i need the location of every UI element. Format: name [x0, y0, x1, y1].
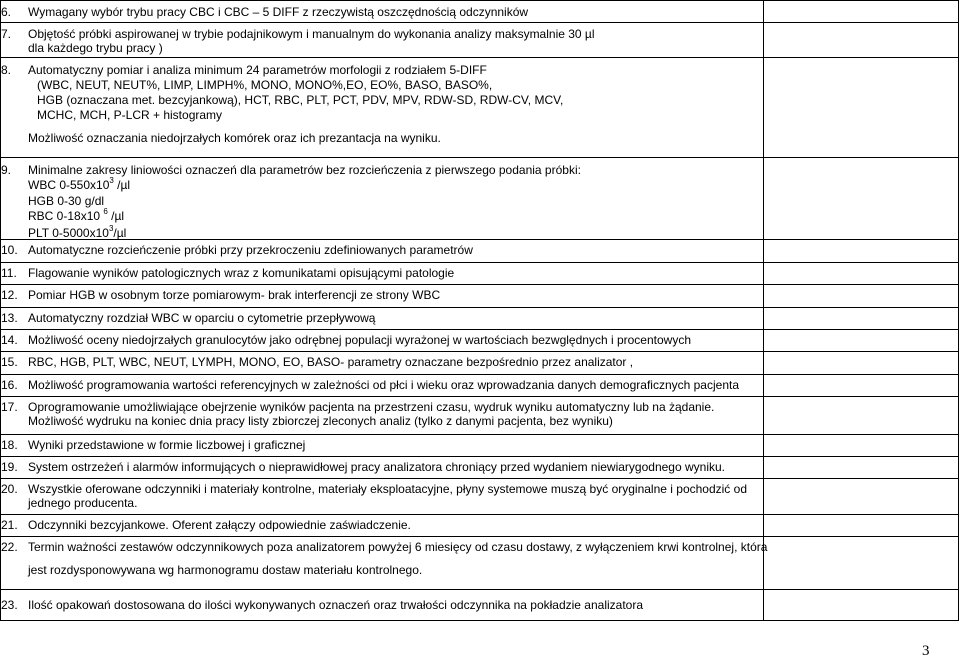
- table-row: [1, 435, 959, 457]
- answer-cell[interactable]: [764, 23, 959, 58]
- requirement-text: Automatyczne rozcieńczenie próbki przy przekroczeniu zdefiniowanych parametrów: [28, 243, 473, 257]
- answer-cell[interactable]: [764, 515, 959, 537]
- requirement-cell: [1, 1, 764, 23]
- requirement-text: RBC, HGB, PLT, WBC, NEUT, LYMPH, MONO, EO, BASO- parametry oznaczane bezpośrednio przez analizator ,: [28, 355, 634, 369]
- table-row: [1, 479, 959, 515]
- requirement-text: Wszystkie oferowane odczynniki i materiały kontrolne, materiały eksploatacyjne, płyny systemowe muszą być oryginalne i pochodzić od: [28, 482, 747, 496]
- item-number: 20.: [1, 482, 18, 496]
- requirement-text: Oprogramowanie umożliwiające obejrzenie wyników pacjenta na przestrzeni czasu, wydruk wyniku automatyczny lub na żądanie.: [28, 400, 715, 414]
- requirement-text: jest rozdysponowywana wg harmonogramu dostaw materiału kontrolnego.: [28, 563, 423, 577]
- requirement-text: Termin ważności zestawów odczynnikowych poza analizatorem powyżej 6 miesięcy od czasu dostawy, z wyłączeniem krwi kontrolnej, która: [28, 540, 768, 554]
- item-number: 7.: [1, 27, 12, 41]
- table-row: [1, 590, 959, 621]
- requirement-text: Automatyczny pomiar i analiza minimum 24 parametrów morfologii z rodziałem 5-DIFF: [28, 63, 487, 77]
- item-number: 8.: [1, 63, 12, 77]
- answer-cell[interactable]: [764, 240, 959, 263]
- requirement-cell: [1, 58, 764, 158]
- item-number: 13.: [1, 311, 18, 325]
- requirement-cell: [1, 285, 764, 308]
- answer-cell[interactable]: [764, 1, 959, 23]
- requirement-text: Minimalne zakresy liniowości oznaczeń dla parametrów bez rozcieńczenia z pierwszego podania próbki:: [28, 163, 581, 177]
- requirement-text: Objętość próbki aspirowanej w trybie podajnikowym i manualnym do wykonania analizy maksymalnie 30 µl: [28, 27, 595, 41]
- requirement-text: MCHC, MCH, P-LCR + histogramy: [37, 108, 223, 122]
- page-number: 3: [922, 643, 930, 659]
- item-number: 22.: [1, 540, 18, 554]
- requirement-text: System ostrzeżeń i alarmów informujących o nieprawidłowej pracy analizatora chroniący przed wydaniem niewiarygodnego wyniku.: [28, 460, 725, 474]
- table-row: [1, 1, 959, 23]
- answer-cell[interactable]: [764, 58, 959, 158]
- requirement-cell: [1, 240, 764, 263]
- table-row: [1, 158, 959, 240]
- requirement-text: Odczynniki bezcyjankowe. Oferent załączy odpowiednie zaświadczenie.: [28, 518, 411, 532]
- table-row: [1, 58, 959, 158]
- requirement-cell: [1, 23, 764, 58]
- requirement-text: Możliwość programowania wartości referencyjnych w zależności od płci i wieku oraz wprowadzania danych demograficznych pacjenta: [28, 378, 739, 392]
- requirement-text: Wymagany wybór trybu pracy CBC i CBC – 5 DIFF z rzeczywistą oszczędnością odczynników: [28, 5, 529, 19]
- requirement-cell: [1, 479, 764, 515]
- table-row: [1, 23, 959, 58]
- requirement-cell: [1, 397, 764, 435]
- requirement-text: Flagowanie wyników patologicznych wraz z komunikatami opisującymi patologie: [28, 266, 455, 280]
- range-rbc: RBC 0-18x10 $^6$ /µl: [28, 207, 125, 223]
- answer-cell[interactable]: [764, 397, 959, 435]
- requirement-text: Możliwość oznaczania niedojrzałych komórek oraz ich prezantacja na wyniku.: [28, 131, 441, 145]
- requirement-cell: [1, 158, 764, 240]
- table-row: [1, 285, 959, 308]
- requirement-text: Pomiar HGB w osobnym torze pomiarowym- brak interferencji ze strony WBC: [28, 288, 441, 302]
- requirement-text: Wyniki przedstawione w formie liczbowej i graficznej: [28, 438, 306, 452]
- requirement-text: Możliwość oceny niedojrzałych granulocytów jako odrębnej populacji wyrażonej w wartościach bezwględnych i procentowych: [28, 333, 691, 347]
- table-row: [1, 330, 959, 352]
- item-number: 23.: [1, 598, 18, 612]
- answer-cell[interactable]: [764, 590, 959, 621]
- requirement-cell: [1, 515, 764, 537]
- requirement-cell: [1, 308, 764, 330]
- requirement-cell: [1, 352, 764, 375]
- table-row: [1, 308, 959, 330]
- table-row: [1, 352, 959, 375]
- table-row: [1, 515, 959, 537]
- answer-cell[interactable]: [764, 457, 959, 479]
- answer-cell[interactable]: [764, 352, 959, 375]
- table-row: [1, 537, 959, 590]
- requirement-text: Automatyczny rozdział WBC w oparciu o cytometrie przepływową: [28, 311, 376, 325]
- table-row: [1, 240, 959, 263]
- requirement-text: jednego producenta.: [28, 496, 138, 510]
- requirement-text: Możliwość wydruku na koniec dnia pracy listy zbiorczej zleconych analiz (tylko z danymi pacjenta, bez wyniku): [28, 414, 613, 428]
- item-number: 21.: [1, 518, 18, 532]
- answer-cell[interactable]: [764, 263, 959, 285]
- answer-cell[interactable]: [764, 285, 959, 308]
- requirement-text: (WBC, NEUT, NEUT%, LIMP, LIMPH%, MONO, MONO%,EO, EO%, BASO, BASO%,: [37, 78, 493, 92]
- item-number: 14.: [1, 333, 18, 347]
- requirement-cell: [1, 263, 764, 285]
- answer-cell[interactable]: [764, 158, 959, 240]
- item-number: 16.: [1, 378, 18, 392]
- answer-cell[interactable]: [764, 435, 959, 457]
- item-number: 10.: [1, 243, 18, 257]
- item-number: 12.: [1, 288, 18, 302]
- table-row: [1, 397, 959, 435]
- requirement-cell: [1, 457, 764, 479]
- item-number: 9.: [1, 163, 12, 177]
- requirement-cell: [1, 537, 768, 590]
- requirement-text: dla każdego trybu pracy ): [28, 41, 163, 55]
- item-number: 19.: [1, 460, 18, 474]
- answer-cell[interactable]: [764, 537, 959, 590]
- item-number: 11.: [1, 266, 17, 280]
- requirement-cell: [1, 375, 764, 397]
- range-hgb: HGB 0-30 g/dl: [28, 194, 105, 208]
- answer-cell[interactable]: [764, 375, 959, 397]
- table-row: [1, 457, 959, 479]
- range-wbc: WBC $0-550x10^3$ /µl: [28, 176, 131, 192]
- requirement-text: Ilość opakowań dostosowana do ilości wykonywanych oznaczeń oraz trwałości odczynnika na pokładzie analizatora: [28, 598, 644, 612]
- requirement-cell: [1, 330, 764, 352]
- answer-cell[interactable]: [764, 308, 959, 330]
- answer-cell[interactable]: [764, 479, 959, 515]
- range-plt: PLT $0-5000x10^3/\mu l$: [28, 224, 127, 240]
- table-row: [1, 263, 959, 285]
- item-number: 6.: [1, 5, 12, 19]
- answer-cell[interactable]: [764, 330, 959, 352]
- item-number: 17.: [1, 400, 18, 414]
- table-row: [1, 375, 959, 397]
- requirement-text: HGB (oznaczana met. bezcyjankową), HCT, RBC, PLT, PCT, PDV, MPV, RDW-SD, RDW-CV, MCV,: [37, 93, 564, 107]
- requirement-cell: [1, 435, 764, 457]
- requirement-cell: [1, 590, 764, 621]
- item-number: 18.: [1, 438, 18, 452]
- item-number: 15.: [1, 355, 18, 369]
